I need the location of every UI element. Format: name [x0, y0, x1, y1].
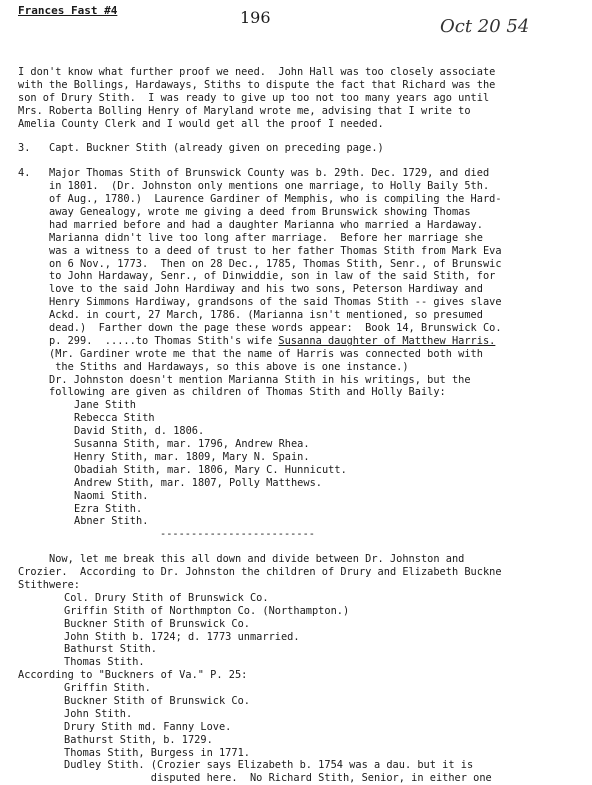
item-4 [18, 167, 590, 399]
underlined-phrase: Susanna daughter of Matthew Harris. [278, 334, 496, 347]
list-item: Abner Stith. [74, 515, 149, 528]
breakdown-paragraph [18, 553, 590, 592]
list-item: Obadiah Stith, mar. 1806, Mary C. Hunnicutt. [74, 463, 347, 476]
text-line: Mrs. Roberta Bolling Henry of Maryland wrote me, advising that I write to [18, 104, 471, 117]
typed-page-body [18, 66, 590, 785]
list-item: Ezra Stith. [74, 502, 143, 515]
text-line: Ackd. in court, 27 March, 1786. (Marianna isn't mentioned, so presumed [18, 309, 483, 322]
text-line: I don't know what further proof we need. John Hall was too closely associate [18, 66, 496, 78]
text-line: (Mr. Gardiner wrote me that the name of Harris was connected both with [18, 347, 483, 360]
document-header-title: Frances Fast #4 [18, 4, 118, 17]
text-line: son of Drury Stith. I was ready to give up too not too many years ago until [18, 91, 490, 104]
list-item: Buckner Stith of Brunswick Co. [64, 617, 250, 630]
list-item: Henry Stith, mar. 1809, Mary N. Spain. [74, 450, 310, 463]
johnston-children-list [18, 592, 590, 669]
intro-paragraph [18, 66, 590, 130]
list-item: Susanna Stith, mar. 1796, Andrew Rhea. [74, 438, 310, 451]
buckners-heading: According to "Buckners of Va." P. 25: [18, 669, 248, 682]
list-item: Col. Drury Stith of Brunswick Co. [64, 591, 269, 604]
text-line: Dr. Johnston doesn't mention Marianna Stith in his writings, but the [18, 373, 471, 386]
text-line: love to the said John Hardiway and his two sons, Peterson Hardiway and [18, 283, 483, 296]
list-item: disputed here. No Richard Stith, Senior, in either one [64, 772, 492, 785]
children-list [18, 399, 590, 528]
text-line: Stithwere: [18, 578, 80, 591]
text-line: on 6 Nov., 1773. Then on 28 Dec., 1785, Thomas Stith, Senr., of Brunswic [18, 257, 502, 270]
list-item: Dudley Stith. (Crozier says Elizabeth b. 1754 was a dau. but it is [64, 759, 474, 772]
text-line: Now, let me break this all down and divide between Dr. Johnston and [18, 553, 465, 566]
text-line: the Stiths and Hardaways, so this above is one instance.) [18, 360, 409, 373]
text-line: Amelia County Clerk and I would get all the proof I needed. [18, 117, 384, 130]
buckners-children-list [18, 682, 590, 785]
text-line: Marianna didn't live too long after marriage. Before her marriage she [18, 231, 483, 244]
list-item: Naomi Stith. [74, 489, 149, 502]
list-item: David Stith, d. 1806. [74, 425, 205, 438]
item-3: 3. Capt. Buckner Stith (already given on preceding page.) [18, 142, 384, 155]
text-line: in 1801. (Dr. Johnston only mentions one marriage, to Holly Baily 5th. [18, 180, 490, 193]
list-item: Thomas Stith, Burgess in 1771. [64, 746, 250, 759]
text-line: dead.) Farther down the page these words appear: Book 14, Brunswick Co. [18, 322, 502, 335]
list-item: Griffin Stith of Northmpton Co. (Northampton.) [64, 604, 350, 617]
text-line: Crozier. According to Dr. Johnston the children of Drury and Elizabeth Buckne [18, 566, 502, 579]
separator-line: ------------------------- [160, 528, 315, 541]
list-item: Griffin Stith. [64, 682, 151, 695]
list-item: John Stith b. 1724; d. 1773 unmarried. [64, 630, 300, 643]
text-line: 4. Major Thomas Stith of Brunswick County was b. 29th. Dec. 1729, and died [18, 167, 490, 180]
list-item: Drury Stith md. Fanny Love. [64, 720, 232, 733]
underline-prefix: p. 299. .....to Thomas Stith's wife [18, 334, 279, 347]
list-item: Bathurst Stith, b. 1729. [64, 733, 213, 746]
text-line: had married before and had a daughter Marianna who married a Hardaway. [18, 218, 483, 231]
list-item: Buckner Stith of Brunswick Co. [64, 694, 250, 707]
list-item: John Stith. [64, 707, 133, 720]
text-line: of Aug., 1780.) Laurence Gardiner of Memphis, who is compiling the Hard- [18, 193, 502, 206]
text-line: to John Hardaway, Senr., of Dinwiddie, son in law of the said Stith, for [18, 270, 496, 283]
text-line: Henry Simmons Hardiway, grandsons of the said Thomas Stith -- gives slave [18, 296, 502, 309]
text-line: away Genealogy, wrote me giving a deed from Brunswick showing Thomas [18, 206, 471, 219]
list-item: Andrew Stith, mar. 1807, Polly Matthews. [74, 476, 322, 489]
text-line: following are given as children of Thomas Stith and Holly Baily: [18, 386, 446, 399]
list-item: Bathurst Stith. [64, 643, 157, 656]
text-line: with the Bollings, Hardaways, Stiths to dispute the fact that Richard was the [18, 78, 496, 91]
list-item: Rebecca Stith [74, 412, 155, 425]
list-item: Jane Stith [74, 399, 136, 412]
list-item: Thomas Stith. [64, 656, 145, 669]
text-line: was a witness to a deed of trust to her father Thomas Stith from Mark Eva [18, 244, 502, 257]
text-line-underlined [18, 335, 590, 348]
page-number: 196 [240, 8, 271, 27]
handwritten-date: Oct 20 54 [440, 16, 530, 37]
